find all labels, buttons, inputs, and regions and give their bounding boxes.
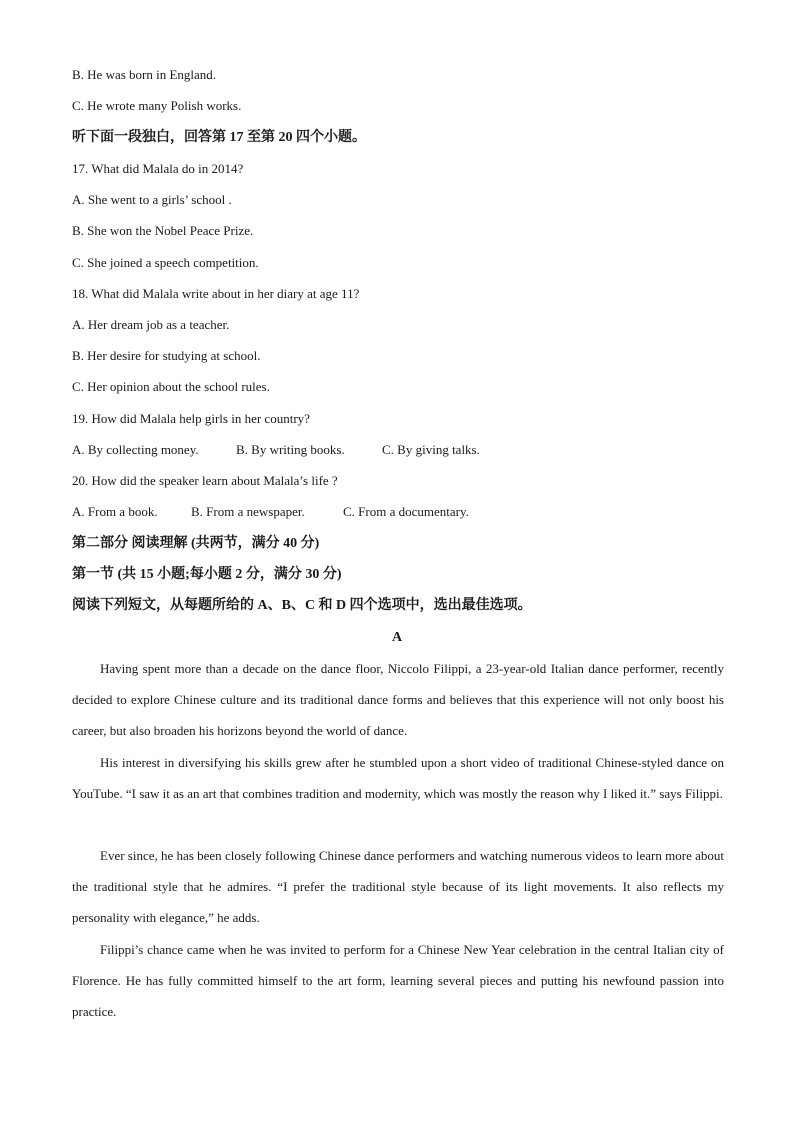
q18-option-b: B. Her desire for studying at school. xyxy=(72,348,261,363)
q20-question: 20. How did the speaker learn about Malala’s life ? xyxy=(72,473,338,488)
q19-question: 19. How did Malala help girls in her country? xyxy=(72,411,310,426)
passage-paragraph-2: His interest in diversifying his skills grew after he stumbled upon a short video of traditional Chinese-styled dance on YouTube. “I saw it as an art that combines tradition and modernity, which was mostly the reason why I liked it.” says Filippi. xyxy=(72,755,724,802)
q20-option-a: A. From a book. xyxy=(72,504,158,519)
passage-label: A xyxy=(391,630,403,645)
q16-option-b: B. He was born in England. xyxy=(72,67,217,82)
q19-option-a: A. By collecting money. xyxy=(72,442,199,457)
q18-option-a: A. Her dream job as a teacher. xyxy=(72,317,230,332)
q17-option-c: C. She joined a speech competition. xyxy=(72,255,259,270)
q18-option-c: C. Her opinion about the school rules. xyxy=(72,379,270,394)
q18-question: 18. What did Malala write about in her diary at age 11? xyxy=(72,286,360,301)
q16-option-c: C. He wrote many Polish works. xyxy=(72,98,242,113)
reading-instruction: 阅读下列短文，从每题所给的 A、B、C 和 D 四个选项中，选出最佳选项。 xyxy=(72,598,532,613)
monologue-instruction: 听下面一段独白，回答第 17 至第 20 四个小题。 xyxy=(72,130,366,145)
q20-option-b: B. From a newspaper. xyxy=(191,504,305,519)
part2-title: 第二部分 阅读理解 (共两节，满分 40 分) xyxy=(72,536,320,551)
q19-option-c: C. By giving talks. xyxy=(382,442,480,457)
q17-option-a: A. She went to a girls’ school . xyxy=(72,192,232,207)
q17-question: 17. What did Malala do in 2014? xyxy=(72,161,244,176)
passage-paragraph-3: Ever since, he has been closely following Chinese dance performers and watching numerous videos to learn more about the traditional style that he admires. “I prefer the traditional style because of its light movements. It also reflects my personality with elegance,” he adds. xyxy=(72,848,724,926)
section1-title: 第一节 (共 15 小题;每小题 2 分，满分 30 分) xyxy=(72,567,342,582)
q19-options xyxy=(72,442,480,458)
q20-option-c: C. From a documentary. xyxy=(343,504,469,519)
passage-paragraph-1: Having spent more than a decade on the dance floor, Niccolo Filippi, a 23-year-old Italian dance performer, recently decided to explore Chinese culture and its traditional dance forms and believes that this experience will not only boost his career, but also broaden his horizons beyond the world of dance. xyxy=(72,661,724,739)
q17-option-b: B. She won the Nobel Peace Prize. xyxy=(72,223,254,238)
q20-options xyxy=(72,504,469,520)
q19-option-b: B. By writing books. xyxy=(236,442,345,457)
passage-paragraph-4: Filippi’s chance came when he was invited to perform for a Chinese New Year celebration in the central Italian city of Florence. He has fully committed himself to the art form, learning several pieces and putting his newfound passion into practice. xyxy=(72,942,724,1020)
